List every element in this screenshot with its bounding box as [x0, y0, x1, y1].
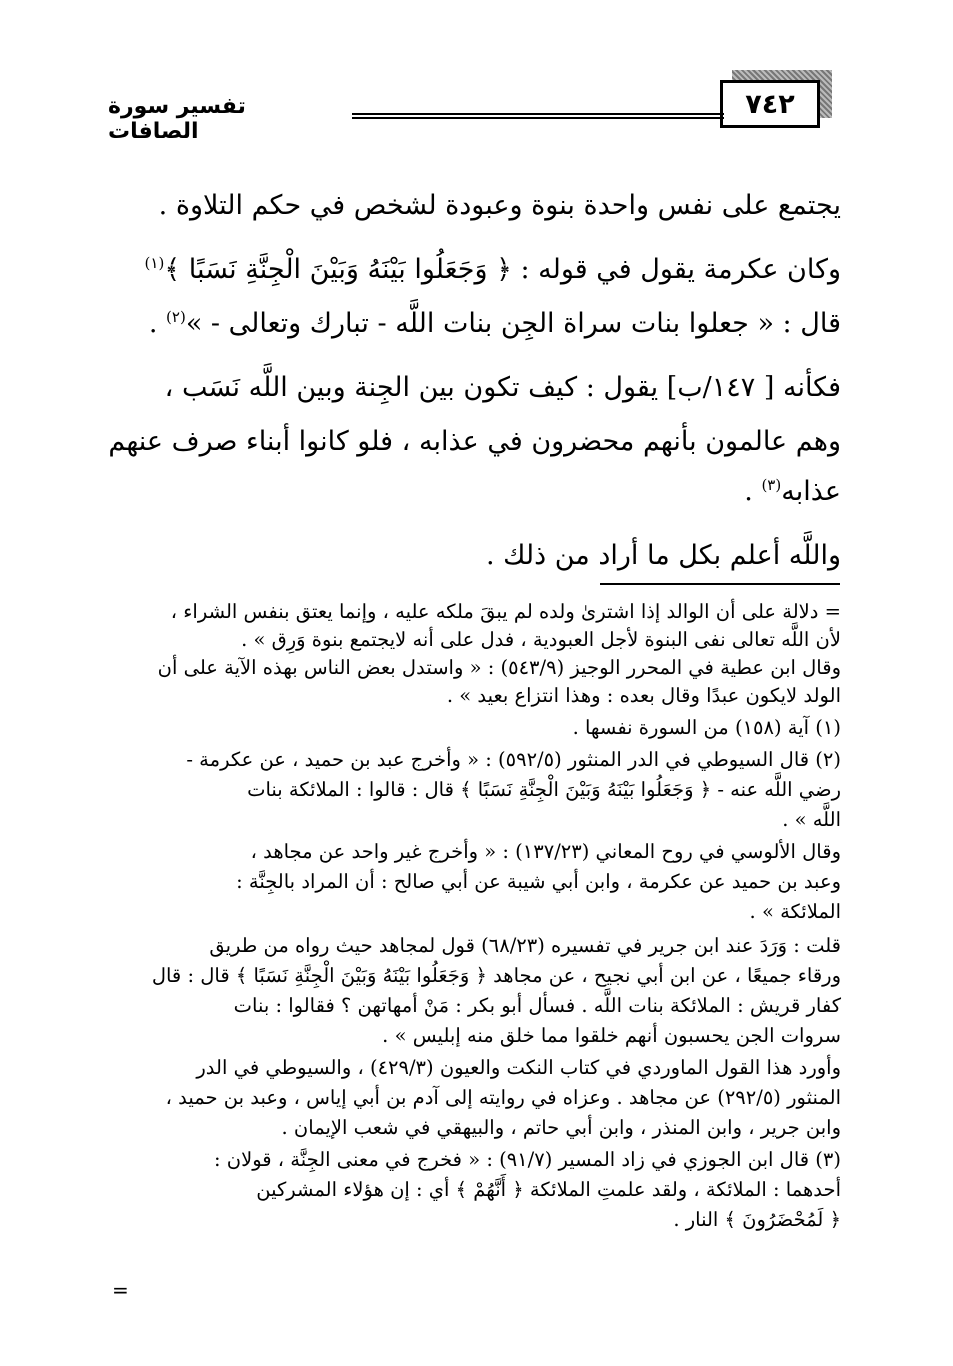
body-line-5: وهم عالمون بأنهم محضرون في عذابه ، فلو كانوا أبناء صرف عنهم [108, 426, 841, 457]
page-number-box [720, 70, 832, 128]
footnote-line: لأن اللَّه تعالى نفى البنوة لأجل العبودية ، فدل على أنه لايجتمع بنوة وَرِق » . [241, 628, 841, 651]
body-line-2: وكان عكرمة يقول في قوله : ﴿ وَجَعَلُوا بَيْنَهُ وَبَيْنَ الْجِنَّةِ نَسَبًا ﴾$^{(١)}$ [144, 254, 841, 285]
running-title: تفسير سورة الصافات [108, 94, 246, 144]
body-line-4: فكأنه [ ١٤٧/ب] يقول : كيف تكون بين الجِنة وبين اللَّه نَسَب ، [164, 372, 841, 403]
footnote-line: المنثور (٢٩٢/٥) عن مجاهد . وعزاه في روايته إلى آدم بن أبي إياس ، وعبد بن حميد ، [165, 1086, 841, 1109]
page-number: ٧٤٢ [720, 80, 820, 128]
footnote-line: قلت : وَرَدَ عند ابن جرير في تفسيره (٦٨/٢٣) قول لمجاهد حيث رواه من طريق [209, 934, 841, 957]
footnote-line: (٣) قال ابن الجوزي في زاد المسير (٩١/٧) : « فخرج في معنى الجِنَّة ، قولان : [214, 1148, 841, 1171]
footnote-ref-3: (٣) [761, 476, 782, 494]
body-line-3: قال : « جعلوا بنات سراة الجِن بنات اللَّه - تبارك وتعالى - »$^{(٢)}$ . [148, 308, 841, 339]
footnote-line: (١) آية (١٥٨) من السورة نفسها . [572, 716, 841, 739]
footnote-line: الولد لايكون عبدًا وقال بعده : وهذا انتزاع بعيد » . [446, 684, 841, 707]
footnote-line: وقال الألوسي في روح المعاني (١٣٧/٢٣) : « وأخرج غير واحد عن مجاهد ، [250, 840, 841, 863]
footnote-line: سروات الجن يحسبون أنهم خلقوا مما خلق منه إبليس » . [382, 1024, 841, 1047]
footnote-ref-1: (١) [144, 254, 165, 272]
footnote-line: وابن جرير ، وابن المنذر ، وابن أبي حاتم ، والبيهقي في شعب الإيمان . [281, 1116, 841, 1139]
footnote-line: = دلالة على أن الوالد إذا اشترىٰ ولده لم يبقَ ملكه عليه ، وإنما يعتق بنفس الشراء ، [170, 600, 841, 623]
footnote-line: وعبد بن حميد عن عكرمة ، وابن أبي شيبة عن أبي صالح : أن المراد بالجِنَّة : [236, 870, 841, 893]
footnote-line: رضي اللَّه عنه - ﴿ وَجَعَلُوا بَيْنَهُ وَبَيْنَ الْجِنَّةِ نَسَبًا ﴾ قال : قالوا : الملائكة بنات [247, 778, 841, 801]
footnote-separator [600, 583, 840, 585]
footnote-ref-2: (٢) [166, 308, 186, 326]
header-rule [352, 113, 724, 119]
footnote-line: الملائكة » . [749, 900, 841, 923]
body-line-7: واللَّه أعلم بكل ما أراد من ذلك . [485, 540, 841, 571]
continuation-mark: = [112, 1278, 129, 1302]
footnote-line: ورقاء جميعًا ، عن ابن أبي نجيح ، عن مجاهد ﴿ وَجَعَلُوا بَيْنَهُ وَبَيْنَ الْجِنَّةِ نَسَبًا ﴾ قال : قال [151, 964, 841, 987]
footnote-line: ﴿ لَمُحْضَرُونَ ﴾ النار . [673, 1208, 841, 1231]
footnote-line: وقال ابن عطية في المحرر الوجيز (٥٤٣/٩) : « واستدل بعض الناس بهذه الآية على أن [157, 656, 841, 679]
footnote-line: (٢) قال السيوطي في الدر المنثور (٥٩٢/٥) : « وأخرج عبد بن حميد ، عن عكرمة - [186, 748, 841, 771]
footnote-line: اللَّه » . [782, 808, 841, 831]
body-line-1: يجتمع على نفس واحدة بنوة وعبودة لشخص في حكم التلاوة . [158, 190, 841, 221]
body-line-6: عذابه$^{(٣)}$ . [744, 476, 841, 507]
footnote-line: كفار قريش : الملائكة بنات اللَّه . فسأل أبو بكر : مَنْ أمهاتهن ؟ فقالوا : بنات [233, 994, 841, 1017]
footnote-line: وأورد هذا القول الماوردي في كتاب النكت والعيون (٤٢٩/٣) ، والسيوطي في الدر [196, 1056, 841, 1079]
footnote-line: أحدهما : الملائكة ، ولقد علمتِ الملائكة ﴿ أَنَّهُمْ ﴾ أي : إن هؤلاء المشركين [256, 1178, 841, 1201]
